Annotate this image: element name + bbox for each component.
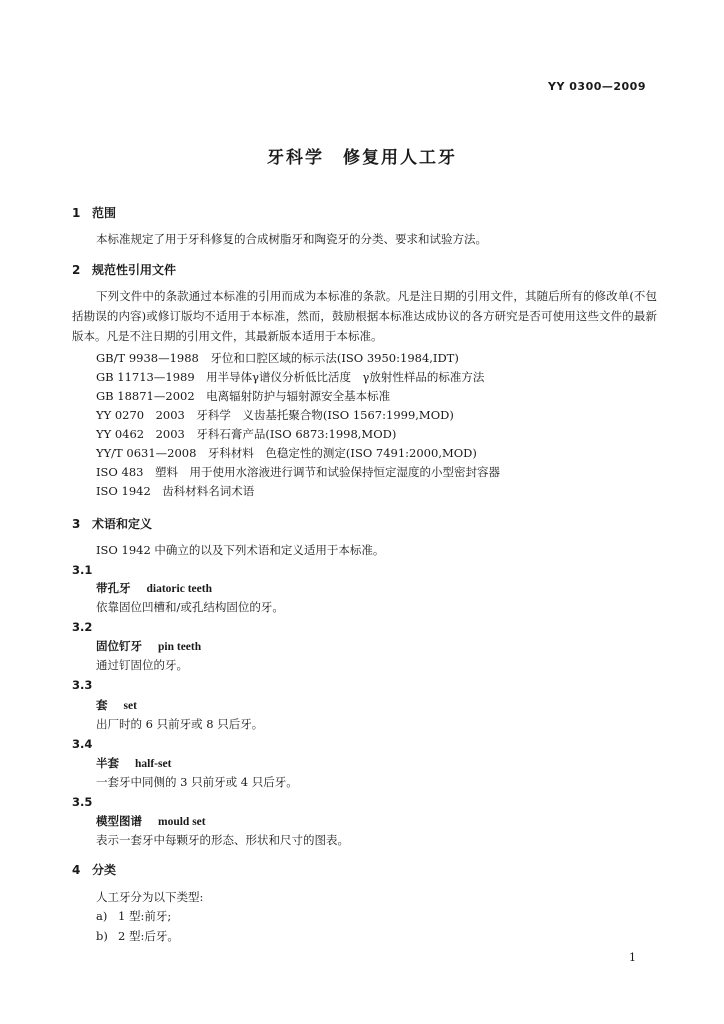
reference-item: GB 11713—1989 用半导体γ谱仪分析低比活度 γ放射性样品的标准方法 [96,370,485,384]
term-english: half-set [135,758,172,770]
section-1-text: 本标准规定了用于牙科修复的合成树脂牙和陶瓷牙的分类、要求和试验方法。 [96,232,487,246]
list-text: 2 型:后牙。 [118,929,179,943]
term-number: 3.1 [72,563,93,577]
term-chinese: 套 [96,698,108,712]
term-english: set [123,700,137,712]
section-3-intro: ISO 1942 中确立的以及下列术语和定义适用于本标准。 [96,543,385,557]
term-heading [96,697,137,713]
term-chinese: 半套 [96,756,119,770]
term-heading [96,580,212,596]
reference-item: ISO 483 塑料 用于使用水溶液进行调节和试验保持恒定湿度的小型密封容器 [96,465,500,479]
reference-item: YY/T 0631—2008 牙科材料 色稳定性的测定(ISO 7491:2000,MOD) [96,446,477,460]
list-label: b) [96,929,108,943]
section-title: 术语和定义 [92,517,153,531]
term-chinese: 带孔牙 [96,581,131,595]
reference-item: YY 0270 2003 牙科学 义齿基托聚合物(ISO 1567:1999,MOD) [96,408,454,422]
list-item [96,908,171,924]
reference-item: GB 18871—2002 电离辐射防护与辐射源安全基本标准 [96,389,391,403]
reference-item: ISO 1942 齿科材料名词术语 [96,484,255,498]
section-title: 规范性引用文件 [92,263,177,277]
list-item [96,928,179,944]
term-number: 3.3 [72,678,93,692]
list-text: 1 型:前牙; [118,909,172,923]
section-4-intro: 人工牙分为以下类型: [96,890,204,904]
reference-item: GB/T 9938—1988 牙位和口腔区域的标示法(ISO 3950:1984,IDT) [96,351,459,365]
term-number: 3.4 [72,737,93,751]
list-label: a) [96,909,108,923]
term-number: 3.2 [72,620,93,634]
term-heading [96,755,171,771]
document-number: YY 0300—2009 [548,80,646,93]
term-english: mould set [158,816,206,828]
section-3-heading [72,515,152,532]
term-chinese: 模型图谱 [96,814,142,828]
section-2-heading [72,261,176,278]
section-title: 范围 [92,206,117,220]
section-2-intro: 下列文件中的条款通过本标准的引用而成为本标准的条款。凡是注日期的引用文件，其随后所有的修改单(不包括勘误的内容)或修订版均不适用于本标准，然而，鼓励根据本标准达成协议的各方研究是否可使用这些文件的最新版本。凡是不注日期的引用文件，其最新版本适用于本标准。 [72,289,657,343]
term-english: pin teeth [158,641,202,653]
section-4-heading [72,861,116,878]
term-definition: 依靠固位凹槽和/或孔结构固位的牙。 [96,600,284,614]
term-english: diatoric teeth [146,583,212,595]
term-heading [96,813,206,829]
page-title: 牙科学 修复用人工牙 [267,148,457,168]
reference-item: YY 0462 2003 牙科石膏产品(ISO 6873:1998,MOD) [96,427,397,441]
term-definition: 通过钉固位的牙。 [96,658,188,672]
section-number: 2 [72,263,81,277]
section-title: 分类 [92,863,117,877]
term-definition: 一套牙中同侧的 3 只前牙或 4 只后牙。 [96,775,298,789]
section-number: 1 [72,206,81,220]
term-heading [96,638,201,654]
term-number: 3.5 [72,795,93,809]
section-number: 4 [72,863,81,877]
term-definition: 表示一套牙中每颗牙的形态、形状和尺寸的图表。 [96,833,349,847]
section-1-heading [72,204,116,221]
page-number: 1 [629,951,636,964]
section-number: 3 [72,517,81,531]
term-chinese: 固位钉牙 [96,639,142,653]
term-definition: 出厂时的 6 只前牙或 8 只后牙。 [96,717,264,731]
